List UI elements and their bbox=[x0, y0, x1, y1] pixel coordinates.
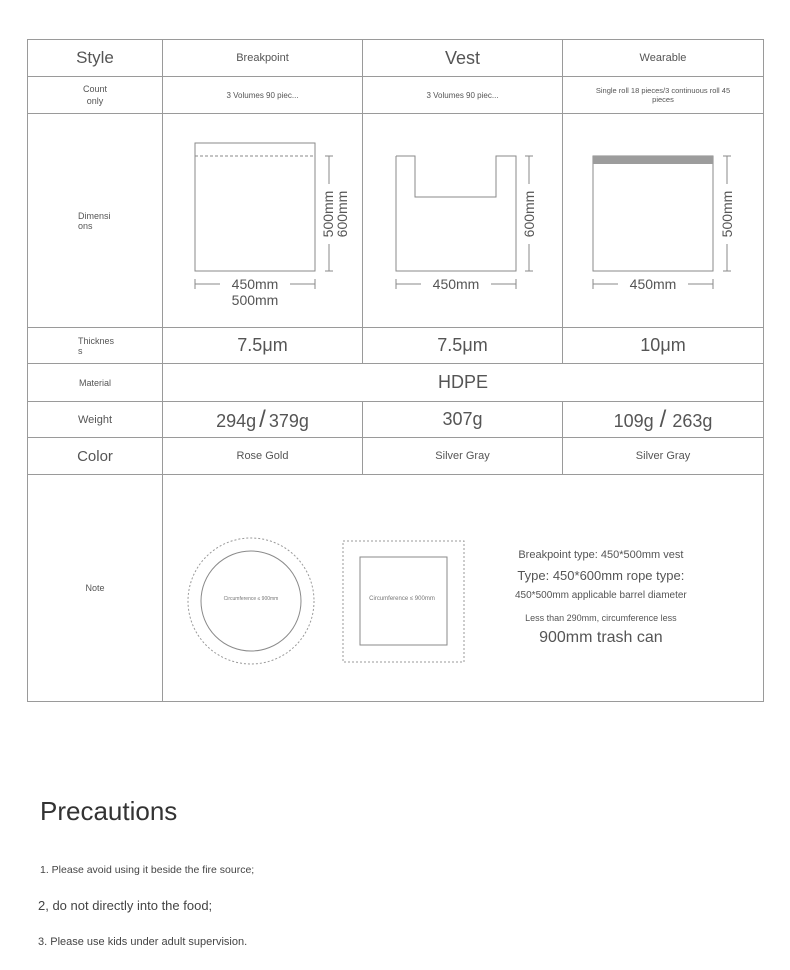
style-breakpoint: Breakpoint bbox=[163, 40, 363, 77]
vest-bag-diagram bbox=[363, 114, 563, 327]
count-breakpoint: 3 Volumes 90 piec... bbox=[163, 77, 363, 114]
wearable-drawstring-band bbox=[593, 156, 713, 164]
wearable-bag-outline bbox=[593, 156, 713, 271]
note-diagrams bbox=[163, 475, 503, 702]
precaution-item-1: 1. Please avoid using it beside the fire source; bbox=[40, 864, 255, 876]
count-label-2: only bbox=[86, 96, 104, 106]
color-breakpoint: Rose Gold bbox=[163, 438, 363, 475]
weight-breakpoint bbox=[163, 402, 363, 438]
breakpoint-bag-diagram bbox=[163, 114, 363, 327]
weight-wearable-2: 263g bbox=[672, 410, 713, 431]
style-wearable: Wearable bbox=[563, 40, 764, 77]
circle-circumference-label: Circumference ≤ 900mm bbox=[223, 596, 279, 602]
color-vest: Silver Gray bbox=[363, 438, 563, 475]
material-label: Material bbox=[28, 364, 163, 402]
note-line-5: 900mm trash can bbox=[539, 629, 663, 646]
weight-label: Weight bbox=[28, 402, 163, 438]
breakpoint-height-label-2: 600mm bbox=[334, 190, 350, 238]
note-line-2: Type: 450*600mm rope type: bbox=[517, 568, 685, 583]
breakpoint-width-label-2: 500mm bbox=[231, 292, 279, 308]
thickness-breakpoint: 7.5μm bbox=[163, 328, 363, 364]
thickness-row bbox=[28, 328, 764, 364]
note-line-3: 450*500mm applicable barrel diameter bbox=[515, 590, 687, 601]
dimensions-label-2: ons bbox=[78, 220, 93, 231]
color-wearable: Silver Gray bbox=[563, 438, 764, 475]
dimensions-label-1: Dimensi bbox=[78, 210, 111, 221]
precautions-title: Precautions bbox=[40, 796, 178, 826]
vest-width-label: 450mm bbox=[432, 276, 480, 292]
thickness-label bbox=[28, 328, 163, 364]
note-line-1: Breakpoint type: 450*500mm vest bbox=[518, 549, 684, 561]
color-row bbox=[28, 438, 764, 475]
precaution-item-2: 2, do not directly into the food; bbox=[38, 898, 213, 913]
weight-row bbox=[28, 402, 764, 438]
count-label bbox=[28, 77, 163, 114]
material-row bbox=[28, 364, 764, 402]
weight-wearable bbox=[563, 402, 764, 438]
style-label: Style bbox=[28, 40, 163, 77]
wearable-width-label: 450mm bbox=[629, 276, 677, 292]
weight-vest: 307g bbox=[363, 402, 563, 438]
weight-breakpoint-sep: / bbox=[259, 405, 266, 433]
vest-bag-outline bbox=[396, 156, 516, 271]
note-line-4: Less than 290mm, circumference less bbox=[525, 613, 677, 623]
thickness-wearable: 10μm bbox=[563, 328, 764, 364]
weight-wearable-1: 109g bbox=[613, 410, 654, 431]
note-description bbox=[515, 547, 687, 647]
note-label: Note bbox=[28, 475, 163, 702]
dimensions-label bbox=[28, 114, 163, 328]
count-vest: 3 Volumes 90 piec... bbox=[363, 77, 563, 114]
vest-diagram-cell bbox=[363, 114, 563, 328]
count-wearable bbox=[563, 77, 764, 114]
thickness-label-1: Thicknes bbox=[78, 335, 115, 346]
color-label: Color bbox=[28, 438, 163, 475]
style-row bbox=[28, 40, 764, 77]
vest-height-label: 600mm bbox=[521, 190, 537, 238]
precaution-item-3: 3. Please use kids under adult supervision. bbox=[38, 936, 248, 948]
count-wearable-2: pieces bbox=[652, 95, 674, 104]
breakpoint-bag-outline bbox=[195, 143, 315, 271]
note-row bbox=[28, 475, 764, 702]
weight-breakpoint-1: 294g bbox=[216, 410, 257, 431]
count-wearable-1: Single roll 18 pieces/3 continuous roll 45 bbox=[595, 86, 731, 95]
wearable-height-label: 500mm bbox=[719, 190, 735, 238]
breakpoint-width-label: 450mm bbox=[231, 276, 279, 292]
thickness-label-2: s bbox=[78, 345, 83, 356]
weight-wearable-sep: / bbox=[659, 405, 667, 433]
count-row bbox=[28, 77, 764, 114]
breakpoint-height-label-1: 500mm bbox=[320, 190, 336, 238]
dimensions-row bbox=[28, 114, 764, 328]
style-vest: Vest bbox=[363, 40, 563, 77]
square-circumference-label: Circumference ≤ 900mm bbox=[369, 596, 435, 602]
wearable-bag-diagram bbox=[563, 114, 764, 327]
note-content bbox=[163, 475, 764, 702]
weight-breakpoint-2: 379g bbox=[268, 410, 309, 431]
spec-table bbox=[27, 39, 764, 702]
material-value: HDPE bbox=[163, 364, 764, 402]
count-label-1: Count bbox=[82, 84, 108, 94]
thickness-vest: 7.5μm bbox=[363, 328, 563, 364]
wearable-diagram-cell bbox=[563, 114, 764, 328]
breakpoint-diagram-cell bbox=[163, 114, 363, 328]
